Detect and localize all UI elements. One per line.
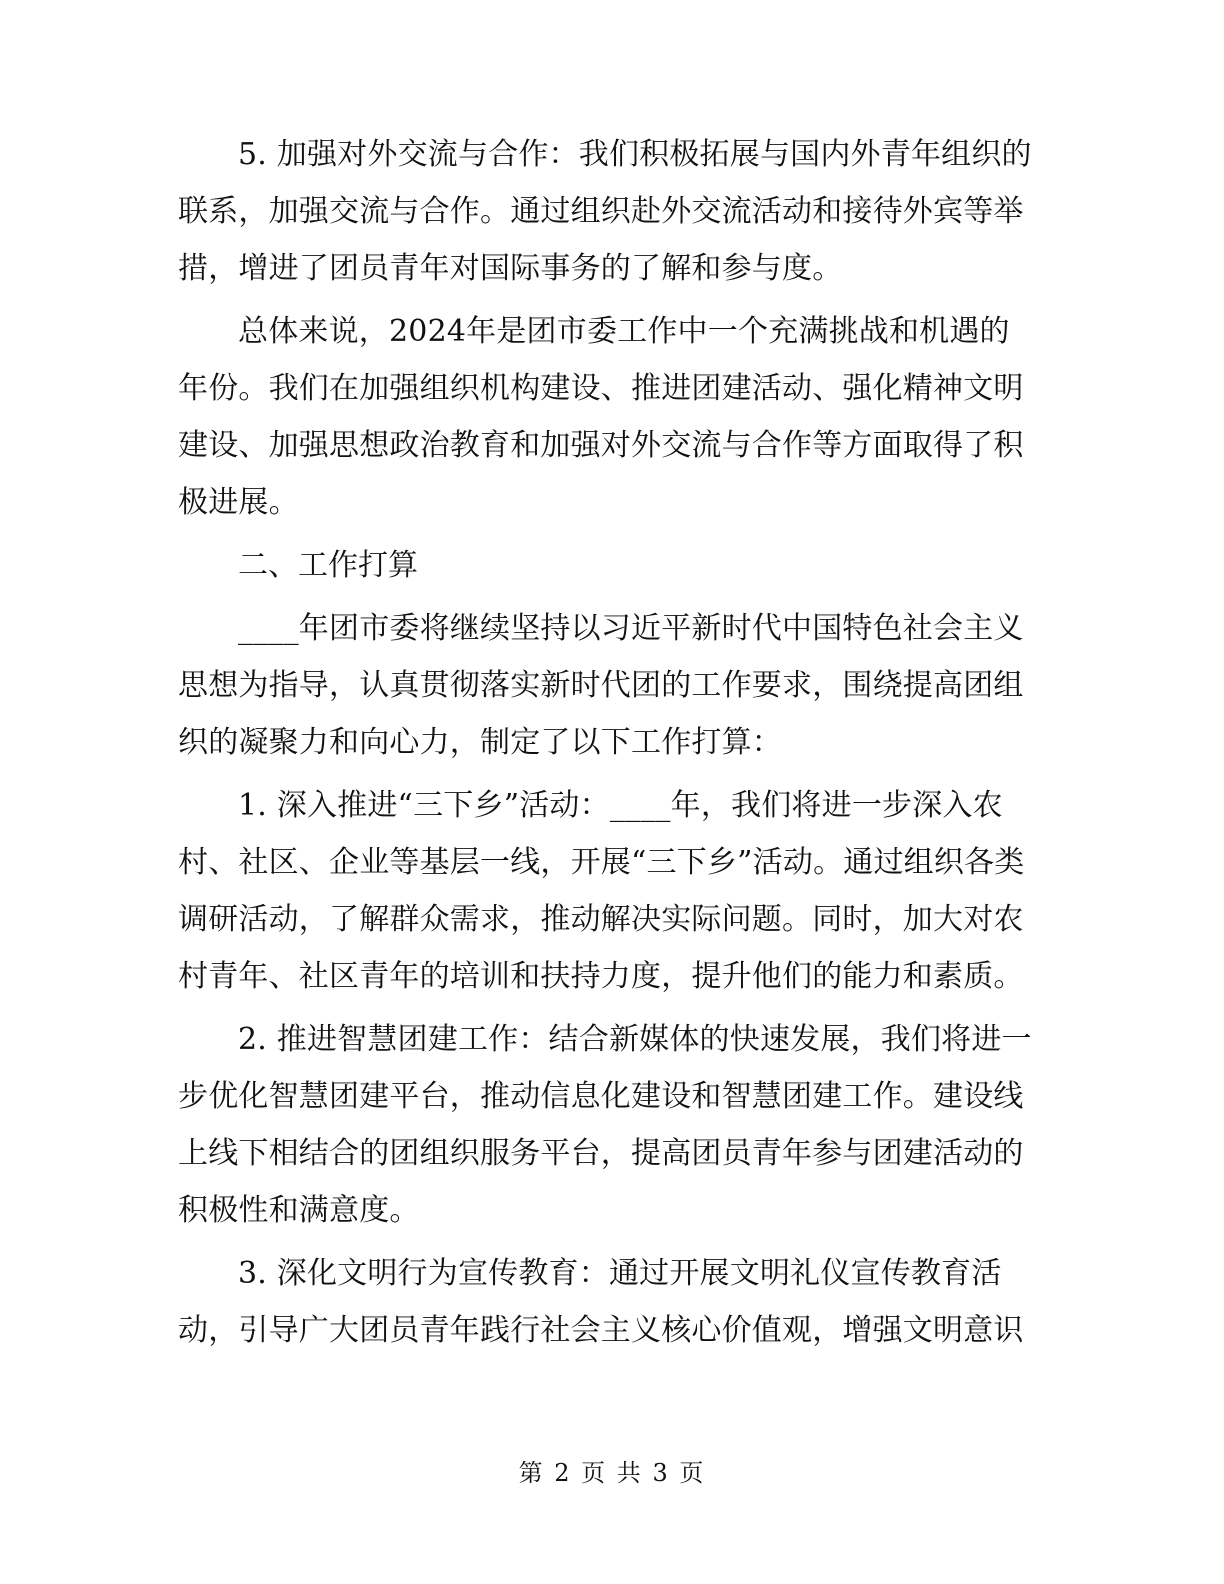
section-heading-work-plan: 二、工作打算 <box>238 548 418 583</box>
document-body <box>178 126 1034 1365</box>
paragraph-plan-intro: ____年团市委将继续坚持以习近平新时代中国特色社会主义思想为指导，认真贯彻落实新时代团的工作要求，围绕提高团组织的凝聚力和向心力，制定了以下工作打算： <box>178 611 1024 760</box>
paragraph-summary: 总体来说，2024年是团市委工作中一个充满挑战和机遇的年份。我们在加强组织机构建设、推进团建活动、强化精神文明建设、加强思想政治教育和加强对外交流与合作等方面取得了积极进展。 <box>178 314 1024 520</box>
paragraph-plan-item-1: 1. 深入推进“三下乡”活动：____年，我们将进一步深入农村、社区、企业等基层一线，开展“三下乡”活动。通过组织各类调研活动，了解群众需求，推动解决实际问题。同时，加大对农村青年、社区青年的培训和扶持力度，提升他们的能力和素质。 <box>178 788 1025 994</box>
paragraph-external-exchange: 5. 加强对外交流与合作：我们积极拓展与国内外青年组织的联系，加强交流与合作。通过组织赴外交流活动和接待外宾等举措，增进了团员青年对国际事务的了解和参与度。 <box>178 137 1032 286</box>
paragraph-plan-item-3: 3. 深化文明行为宣传教育：通过开展文明礼仪宣传教育活动，引导广大团员青年践行社会主义核心价值观，增强文明意识 <box>178 1256 1024 1348</box>
paragraph-plan-item-2: 2. 推进智慧团建工作：结合新媒体的快速发展，我们将进一步优化智慧团建平台，推动信息化建设和智慧团建工作。建设线上线下相结合的团组织服务平台，提高团员青年参与团建活动的积极性和满意度。 <box>178 1022 1032 1228</box>
page-number-footer: 第 2 页 共 3 页 <box>518 1459 706 1487</box>
